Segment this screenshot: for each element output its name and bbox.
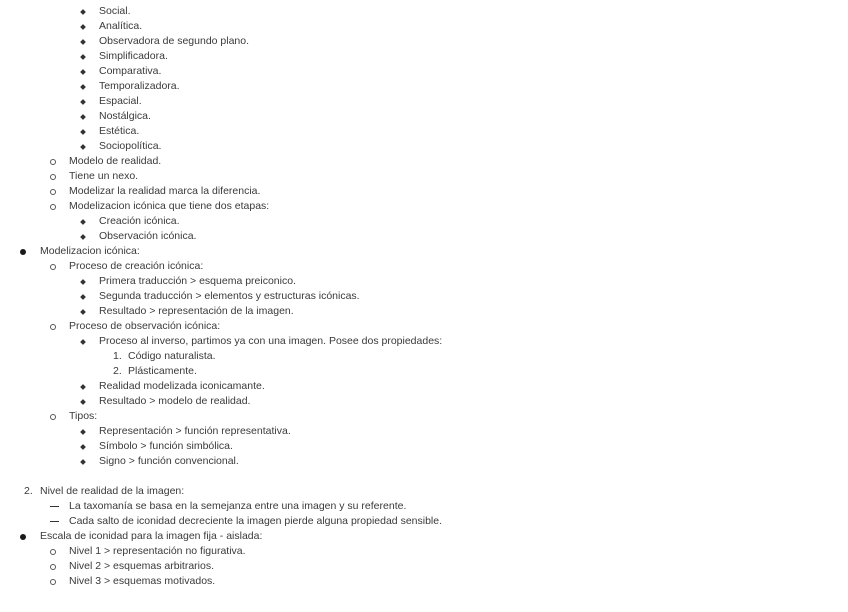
list-marker <box>80 274 85 289</box>
filled-bullet-icon <box>20 249 26 255</box>
list-item-text: Proceso de creación icónica: <box>69 260 204 272</box>
diamond-bullet-icon <box>80 459 86 465</box>
list-number: 2. <box>113 365 122 377</box>
diamond-bullet-icon <box>80 429 86 435</box>
list-item-text: Segunda traducción > elementos y estructuras icónicas. <box>99 290 360 302</box>
list-marker <box>50 544 56 559</box>
list-marker <box>80 124 85 139</box>
list-marker <box>50 154 56 169</box>
list-item <box>0 409 848 424</box>
list-item-text: Creación icónica. <box>99 215 180 227</box>
list-item-text: Estética. <box>99 125 140 137</box>
list-item <box>0 574 848 589</box>
list-item-text: Nivel 1 > representación no figurativa. <box>69 545 246 557</box>
list-marker <box>80 424 85 439</box>
list-marker <box>80 214 85 229</box>
list-item <box>0 79 848 94</box>
diamond-bullet-icon <box>80 279 86 285</box>
list-marker <box>50 559 56 574</box>
list-item <box>0 514 848 529</box>
list-item-text: Observadora de segundo plano. <box>99 35 250 47</box>
list-item-text: Cada salto de iconidad decreciente la imagen pierde alguna propiedad sensible. <box>69 515 443 527</box>
list-item <box>0 214 848 229</box>
list-marker <box>20 244 26 259</box>
list-number: 2. <box>24 485 33 497</box>
list-item <box>0 49 848 64</box>
list-marker <box>80 304 85 319</box>
diamond-bullet-icon <box>80 54 86 60</box>
diamond-bullet-icon <box>80 219 86 225</box>
list-item <box>0 424 848 439</box>
list-item <box>0 559 848 574</box>
list-item-text: Nivel 3 > esquemas motivados. <box>69 575 216 587</box>
list-item <box>0 244 848 259</box>
diamond-bullet-icon <box>80 444 86 450</box>
hollow-bullet-icon <box>50 189 56 195</box>
diamond-bullet-icon <box>80 309 86 315</box>
list-marker <box>50 169 56 184</box>
filled-bullet-icon <box>20 534 26 540</box>
list-marker <box>50 499 59 514</box>
list-item <box>0 94 848 109</box>
list-marker <box>50 514 59 529</box>
hollow-bullet-icon <box>50 324 56 330</box>
list-marker <box>80 34 85 49</box>
list-item <box>0 364 848 379</box>
list-marker <box>50 259 56 274</box>
list-item-text: Social. <box>99 5 131 17</box>
list-marker <box>113 349 122 364</box>
hollow-bullet-icon <box>50 549 56 555</box>
list-marker <box>24 484 33 499</box>
list-marker <box>80 94 85 109</box>
list-item <box>0 19 848 34</box>
list-item <box>0 124 848 139</box>
list-item <box>0 169 848 184</box>
list-item-text: Representación > función representativa. <box>99 425 291 437</box>
list-item <box>0 334 848 349</box>
list-item <box>0 34 848 49</box>
list-item-text: Proceso al inverso, partimos ya con una imagen. Posee dos propiedades: <box>99 335 443 347</box>
list-item <box>0 484 848 499</box>
list-item <box>0 394 848 409</box>
blank-line <box>0 469 848 484</box>
list-marker <box>50 199 56 214</box>
list-marker <box>50 184 56 199</box>
diamond-bullet-icon <box>80 294 86 300</box>
list-item-text: Espacial. <box>99 95 142 107</box>
list-item <box>0 229 848 244</box>
list-item-text: Resultado > modelo de realidad. <box>99 395 251 407</box>
hollow-bullet-icon <box>50 264 56 270</box>
list-item-text: Temporalizadora. <box>99 80 180 92</box>
list-item-text: Tipos: <box>69 410 98 422</box>
list-item-text: Analítica. <box>99 20 143 32</box>
list-item-text: La taxomanía se basa en la semejanza entre una imagen y su referente. <box>69 500 407 512</box>
diamond-bullet-icon <box>80 84 86 90</box>
list-item-text: Código naturalista. <box>128 350 216 362</box>
list-marker <box>80 49 85 64</box>
list-marker <box>80 439 85 454</box>
list-item <box>0 259 848 274</box>
dash-bullet-icon <box>50 521 59 522</box>
list-item-text: Tiene un nexo. <box>69 170 139 182</box>
list-item-text: Realidad modelizada iconicamante. <box>99 380 265 392</box>
diamond-bullet-icon <box>80 399 86 405</box>
hollow-bullet-icon <box>50 414 56 420</box>
list-marker <box>80 79 85 94</box>
list-item-text: Nostálgica. <box>99 110 151 122</box>
list-item-text: Primera traducción > esquema preiconico. <box>99 275 296 287</box>
hollow-bullet-icon <box>50 159 56 165</box>
list-item-text: Símbolo > función simbólica. <box>99 440 233 452</box>
hollow-bullet-icon <box>50 564 56 570</box>
list-item-text: Plásticamente. <box>128 365 197 377</box>
list-marker <box>80 379 85 394</box>
diamond-bullet-icon <box>80 114 86 120</box>
list-marker <box>50 319 56 334</box>
list-marker <box>50 409 56 424</box>
list-item <box>0 439 848 454</box>
diamond-bullet-icon <box>80 9 86 15</box>
list-marker <box>80 394 85 409</box>
list-item <box>0 4 848 19</box>
list-item-text: Simplificadora. <box>99 50 168 62</box>
list-item-text: Modelizacion icónica que tiene dos etapas: <box>69 200 270 212</box>
diamond-bullet-icon <box>80 129 86 135</box>
diamond-bullet-icon <box>80 339 86 345</box>
list-item-text: Nivel 2 > esquemas arbitrarios. <box>69 560 215 572</box>
diamond-bullet-icon <box>80 39 86 45</box>
list-item <box>0 64 848 79</box>
list-item <box>0 154 848 169</box>
list-item <box>0 319 848 334</box>
list-marker <box>113 364 122 379</box>
document-outline <box>0 4 848 589</box>
list-item <box>0 109 848 124</box>
list-item-text: Proceso de observación icónica: <box>69 320 221 332</box>
list-marker <box>20 529 26 544</box>
list-item <box>0 199 848 214</box>
list-item <box>0 184 848 199</box>
dash-bullet-icon <box>50 506 59 507</box>
hollow-bullet-icon <box>50 174 56 180</box>
diamond-bullet-icon <box>80 69 86 75</box>
list-item <box>0 349 848 364</box>
list-item <box>0 139 848 154</box>
list-marker <box>80 334 85 349</box>
list-item <box>0 544 848 559</box>
list-item <box>0 289 848 304</box>
list-item <box>0 499 848 514</box>
list-item-text: Sociopolítica. <box>99 140 162 152</box>
list-marker <box>80 109 85 124</box>
list-item-text: Modelizar la realidad marca la diferencia. <box>69 185 261 197</box>
list-number: 1. <box>113 350 122 362</box>
diamond-bullet-icon <box>80 384 86 390</box>
list-marker <box>80 139 85 154</box>
list-marker <box>80 19 85 34</box>
diamond-bullet-icon <box>80 24 86 30</box>
diamond-bullet-icon <box>80 99 86 105</box>
list-marker <box>80 289 85 304</box>
hollow-bullet-icon <box>50 579 56 585</box>
list-item <box>0 304 848 319</box>
list-marker <box>50 574 56 589</box>
list-item-text: Signo > función convencional. <box>99 455 239 467</box>
list-item-text: Resultado > representación de la imagen. <box>99 305 294 317</box>
list-marker <box>80 454 85 469</box>
list-item-text: Escala de iconidad para la imagen fija - aislada: <box>40 530 263 542</box>
list-marker <box>80 64 85 79</box>
list-item-text: Modelizacion icónica: <box>40 245 140 257</box>
list-item-text: Comparativa. <box>99 65 162 77</box>
hollow-bullet-icon <box>50 204 56 210</box>
list-item-text: Modelo de realidad. <box>69 155 162 167</box>
list-item <box>0 454 848 469</box>
list-marker <box>80 229 85 244</box>
diamond-bullet-icon <box>80 144 86 150</box>
list-item <box>0 274 848 289</box>
list-item-text: Observación icónica. <box>99 230 197 242</box>
list-marker <box>80 4 85 19</box>
list-item <box>0 379 848 394</box>
list-item-text: Nivel de realidad de la imagen: <box>40 485 185 497</box>
list-item <box>0 529 848 544</box>
diamond-bullet-icon <box>80 234 86 240</box>
